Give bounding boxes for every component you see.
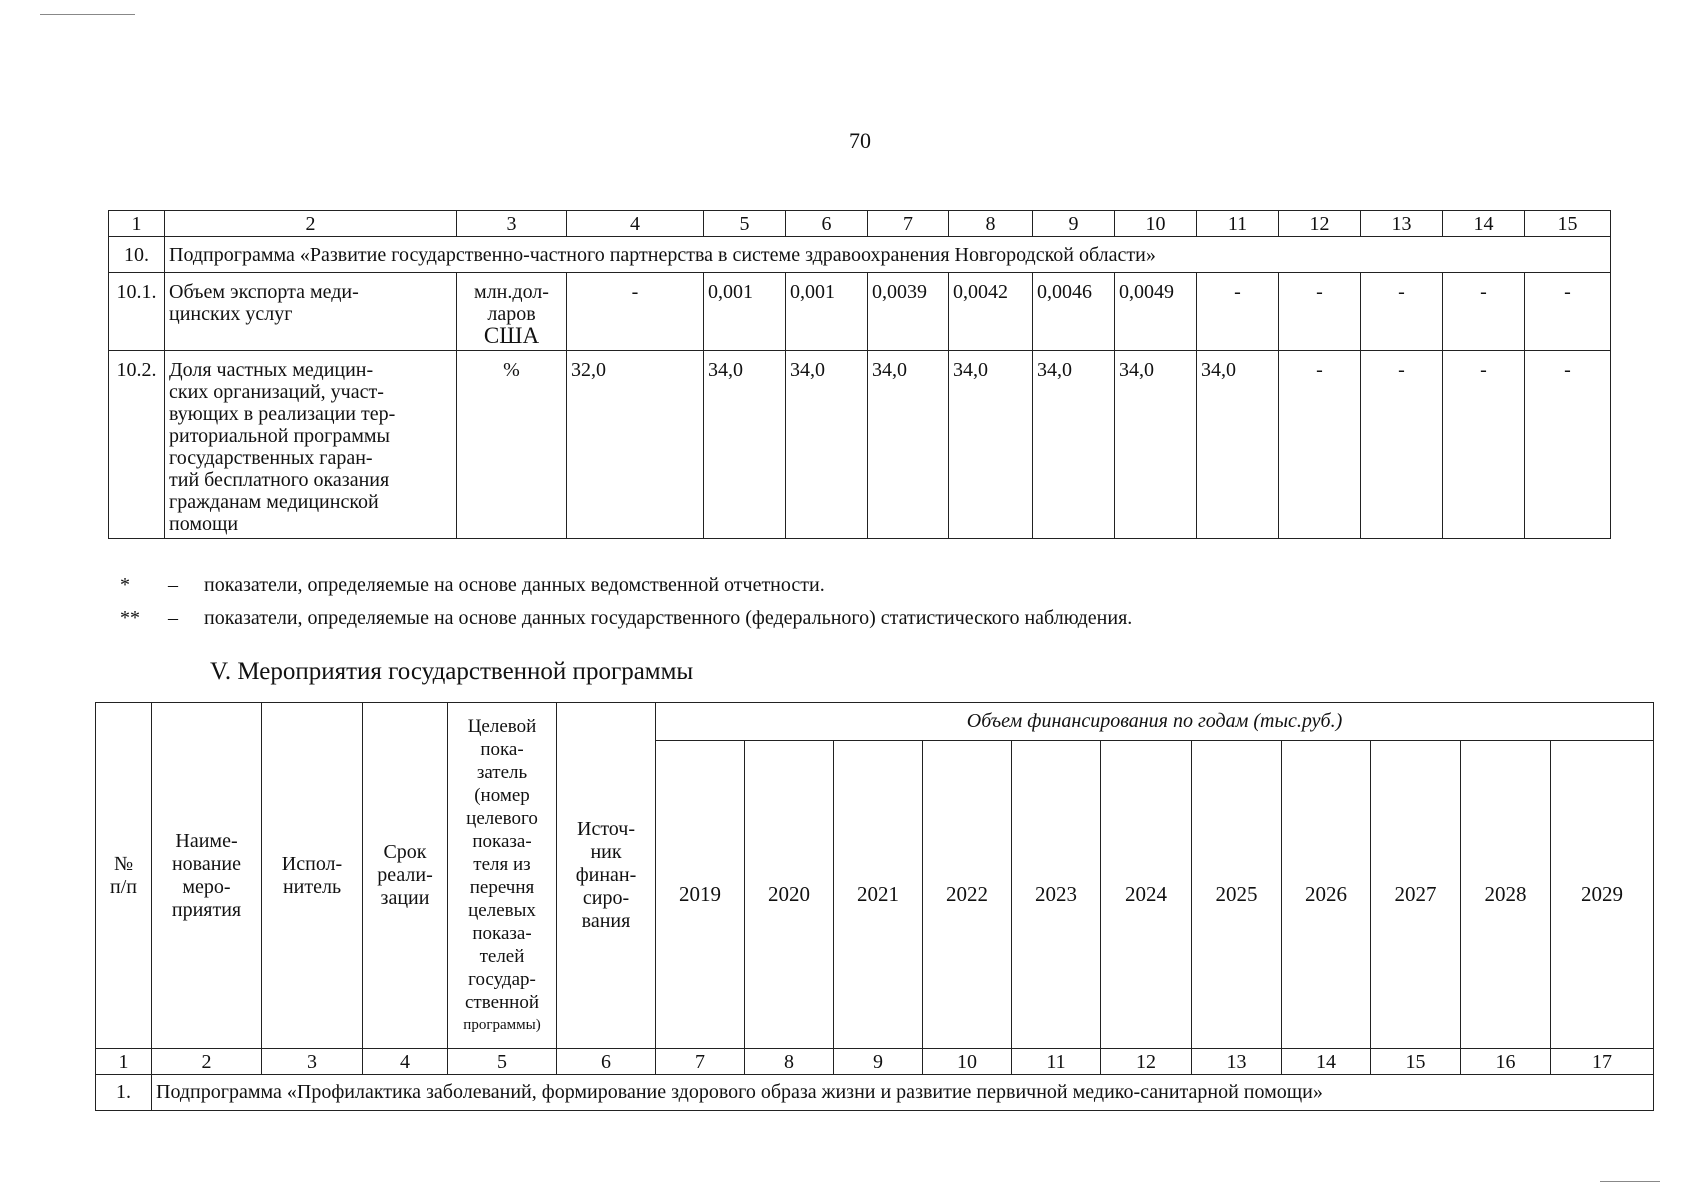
header-line: (номер xyxy=(474,784,530,806)
subprogram-number: 10. xyxy=(109,237,165,273)
header-term xyxy=(363,703,448,1049)
subprogram-title: Подпрограмма «Развитие государственно-частного партнерства в системе здравоохранения Новгородской области» xyxy=(165,237,1611,273)
column-number: 2 xyxy=(165,211,457,237)
column-number: 11 xyxy=(1197,211,1279,237)
header-financing-source xyxy=(557,703,656,1049)
column-number: 5 xyxy=(704,211,786,237)
subprogram-row xyxy=(109,237,1611,273)
header-line: ственной xyxy=(464,991,540,1013)
column-number: 5 xyxy=(448,1049,557,1075)
column-number: 6 xyxy=(557,1049,656,1075)
column-number: 7 xyxy=(868,211,949,237)
header-line: нование xyxy=(171,852,242,875)
header-line: программы) xyxy=(463,1016,541,1033)
header-line: целевых xyxy=(468,899,536,921)
header-line: сиро- xyxy=(582,887,630,909)
header-line: зации xyxy=(380,887,430,909)
header-line: меро- xyxy=(182,875,231,898)
value-cell: - xyxy=(1279,351,1361,539)
year-header: 2022 xyxy=(923,741,1012,1049)
value-cell: - xyxy=(1279,273,1361,351)
header-line: п/п xyxy=(110,875,137,898)
column-number: 8 xyxy=(949,211,1033,237)
header-line: Целевой xyxy=(467,715,537,737)
header-row xyxy=(96,703,1654,741)
page-number: 70 xyxy=(849,128,871,153)
subprogram-title: Подпрограмма «Профилактика заболеваний, формирование здорового образа жизни и развитие первичной медико-санитарной помощи» xyxy=(152,1075,1654,1111)
header-line: финан- xyxy=(575,864,637,886)
year-header: 2020 xyxy=(745,741,834,1049)
indicator-name xyxy=(165,351,457,539)
value-cell: 34,0 xyxy=(704,351,786,539)
subprogram-row xyxy=(96,1075,1654,1111)
header-line: пока- xyxy=(480,738,524,760)
header-line: целевого xyxy=(466,807,538,829)
indicator-name-line: цинских услуг xyxy=(169,303,293,325)
value-cell: 32,0 xyxy=(567,351,704,539)
value-cell: 34,0 xyxy=(786,351,868,539)
header-line: Срок xyxy=(383,841,427,863)
unit xyxy=(457,351,567,539)
indicator-name-line: риториальной программы xyxy=(169,425,390,447)
column-number: 17 xyxy=(1551,1049,1654,1075)
year-header: 2024 xyxy=(1101,741,1192,1049)
value-cell: - xyxy=(1525,273,1611,351)
header-executor xyxy=(262,703,363,1049)
footnote-text: показатели, определяемые на основе данных ведомственной отчетности. xyxy=(204,574,825,596)
table-row xyxy=(109,273,1611,351)
scan-artifact-top xyxy=(40,14,135,15)
header-line: перечня xyxy=(469,876,535,898)
indicator-name-line: Доля частных медицин- xyxy=(169,359,374,381)
footnote-mark: * xyxy=(120,574,130,596)
header-measure-name xyxy=(152,703,262,1049)
column-number-row xyxy=(96,1049,1654,1075)
indicator-name-line: помощи xyxy=(169,513,239,535)
header-line: реали- xyxy=(377,864,433,886)
value-cell: - xyxy=(1361,273,1443,351)
section-title: V. Мероприятия государственной программы xyxy=(210,658,694,685)
column-number-row xyxy=(109,211,1611,237)
header-line: теля из xyxy=(473,853,531,875)
header-line: приятия xyxy=(171,898,242,921)
column-number: 8 xyxy=(745,1049,834,1075)
column-number: 15 xyxy=(1371,1049,1461,1075)
value-cell: 34,0 xyxy=(1115,351,1197,539)
column-number: 12 xyxy=(1279,211,1361,237)
column-number: 9 xyxy=(834,1049,923,1075)
header-line: ник xyxy=(590,841,622,863)
unit-line: ларов xyxy=(487,303,536,325)
year-header: 2025 xyxy=(1192,741,1282,1049)
indicators-table xyxy=(108,210,1611,539)
year-header: 2027 xyxy=(1371,741,1461,1049)
column-number: 4 xyxy=(363,1049,448,1075)
value-cell: 34,0 xyxy=(868,351,949,539)
column-number: 14 xyxy=(1282,1049,1371,1075)
value-cell: 0,001 xyxy=(786,273,868,351)
value-cell: 0,0046 xyxy=(1033,273,1115,351)
column-number: 1 xyxy=(96,1049,152,1075)
column-number: 1 xyxy=(109,211,165,237)
year-header: 2019 xyxy=(656,741,745,1049)
footnote-dash: – xyxy=(168,607,178,629)
header-line: № xyxy=(113,852,134,875)
indicator-name-line: ских организаций, участ- xyxy=(169,381,384,403)
column-number: 9 xyxy=(1033,211,1115,237)
value-cell: - xyxy=(1443,351,1525,539)
indicator-name xyxy=(165,273,457,351)
column-number: 11 xyxy=(1012,1049,1101,1075)
column-number: 3 xyxy=(457,211,567,237)
value-cell: - xyxy=(567,273,704,351)
footnote-text: показатели, определяемые на основе данных государственного (федерального) статистического наблюдения. xyxy=(204,607,1133,629)
column-number: 4 xyxy=(567,211,704,237)
header-line: затель xyxy=(476,761,528,783)
header-line: Наиме- xyxy=(175,829,238,852)
scan-artifact-bottom xyxy=(1600,1181,1660,1182)
value-cell: 34,0 xyxy=(1197,351,1279,539)
measures-table xyxy=(95,702,1654,1111)
footnote-dash: – xyxy=(168,574,178,596)
value-cell: - xyxy=(1525,351,1611,539)
column-number: 15 xyxy=(1525,211,1611,237)
table-row xyxy=(109,351,1611,539)
footnote-mark: ** xyxy=(120,607,140,629)
indicator-name-line: государственных гаран- xyxy=(169,447,373,469)
financing-title: Объем финансирования по годам (тыс.руб.) xyxy=(656,703,1654,741)
value-cell: - xyxy=(1361,351,1443,539)
year-header: 2026 xyxy=(1282,741,1371,1049)
year-header: 2028 xyxy=(1461,741,1551,1049)
value-cell: - xyxy=(1443,273,1525,351)
indicator-name-line: гражданам медицинской xyxy=(169,491,379,513)
subprogram-number: 1. xyxy=(96,1075,152,1111)
value-cell: 0,0039 xyxy=(868,273,949,351)
column-number: 14 xyxy=(1443,211,1525,237)
column-number: 16 xyxy=(1461,1049,1551,1075)
unit-line: США xyxy=(483,323,540,348)
header-number xyxy=(96,703,152,1049)
unit-line: млн.дол- xyxy=(474,281,549,303)
row-number: 10.2. xyxy=(109,351,165,539)
value-cell: 0,0049 xyxy=(1115,273,1197,351)
column-number: 13 xyxy=(1361,211,1443,237)
column-number: 12 xyxy=(1101,1049,1192,1075)
header-line: телей xyxy=(479,945,525,967)
header-line: нитель xyxy=(282,875,342,898)
indicator-name-line: вующих в реализации тер- xyxy=(169,403,396,425)
header-line: государ- xyxy=(468,968,536,990)
column-number: 10 xyxy=(923,1049,1012,1075)
column-number: 3 xyxy=(262,1049,363,1075)
header-target-indicator xyxy=(448,703,557,1049)
year-header: 2021 xyxy=(834,741,923,1049)
header-line: вания xyxy=(581,910,631,932)
column-number: 2 xyxy=(152,1049,262,1075)
value-cell: 0,001 xyxy=(704,273,786,351)
value-cell: 34,0 xyxy=(1033,351,1115,539)
value-cell: 0,0042 xyxy=(949,273,1033,351)
unit xyxy=(457,273,567,351)
column-number: 7 xyxy=(656,1049,745,1075)
value-cell: - xyxy=(1197,273,1279,351)
column-number: 13 xyxy=(1192,1049,1282,1075)
column-number: 10 xyxy=(1115,211,1197,237)
indicator-name-line: Объем экспорта меди- xyxy=(169,281,359,303)
year-header: 2023 xyxy=(1012,741,1101,1049)
unit-line: % xyxy=(503,359,520,381)
header-line: Испол- xyxy=(281,852,343,875)
indicator-name-line: тий бесплатного оказания xyxy=(169,469,390,491)
header-line: показа- xyxy=(472,830,532,852)
header-line: Источ- xyxy=(577,818,635,840)
row-number: 10.1. xyxy=(109,273,165,351)
year-header: 2029 xyxy=(1551,741,1654,1049)
column-number: 6 xyxy=(786,211,868,237)
value-cell: 34,0 xyxy=(949,351,1033,539)
header-line: показа- xyxy=(472,922,532,944)
